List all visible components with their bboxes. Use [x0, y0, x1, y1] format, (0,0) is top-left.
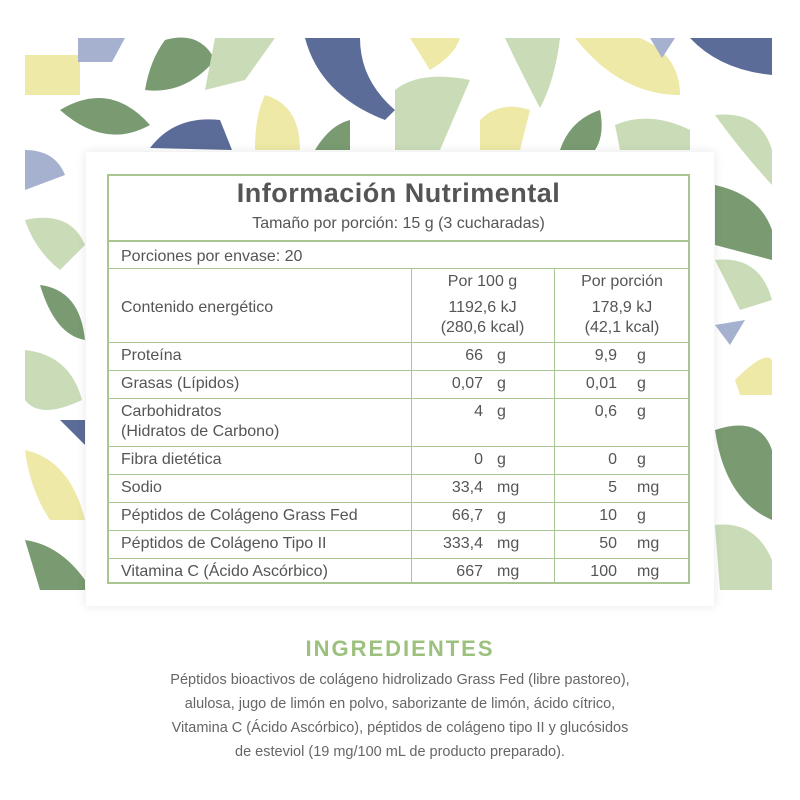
nutrient-unit-per100: g — [497, 375, 506, 392]
deco-shape — [715, 185, 772, 260]
nutrient-value-perserving: 9,9 — [594, 347, 617, 364]
nutrient-value-per100: 333,4 — [442, 535, 483, 552]
ingredients-line: Péptidos bioactivos de colágeno hidrolizado Grass Fed (libre pastoreo), — [170, 672, 630, 688]
deco-shape — [150, 119, 232, 150]
nutrient-value-per100: 667 — [456, 563, 483, 580]
nutrient-unit-per100: g — [497, 507, 506, 524]
nutrient-value-per100: 66 — [465, 347, 483, 364]
divider — [109, 558, 688, 559]
nutrient-unit-perserving: g — [637, 403, 646, 420]
servings-per-container: Porciones por envase: 20 — [121, 248, 303, 265]
nutrient-unit-perserving: mg — [637, 563, 660, 580]
energy-serving-kcal: (42,1 kcal) — [584, 319, 660, 336]
nutrient-unit-per100: g — [497, 451, 506, 468]
nutrient-unit-perserving: g — [637, 451, 646, 468]
deco-shape — [410, 38, 460, 70]
ingredients-line: Vitamina C (Ácido Ascórbico), péptidos de colágeno tipo II y glucósidos — [171, 720, 629, 736]
divider — [109, 446, 688, 447]
deco-shape — [25, 55, 80, 95]
deco-shape — [560, 110, 602, 150]
deco-shape — [715, 260, 772, 311]
deco-shape — [715, 320, 745, 345]
deco-shape — [315, 120, 350, 150]
divider — [109, 474, 688, 475]
nutrient-value-perserving: 10 — [599, 507, 617, 524]
deco-shape — [25, 540, 85, 590]
divider — [109, 502, 688, 503]
deco-shape — [715, 114, 772, 185]
nutrient-unit-perserving: g — [637, 507, 646, 524]
nutrient-unit-per100: g — [497, 347, 506, 364]
nutrition-facts-table — [107, 174, 690, 584]
nutrient-label: Vitamina C (Ácido Ascórbico) — [121, 563, 328, 580]
nutrient-unit-per100: g — [497, 403, 506, 420]
nutrient-value-per100: 66,7 — [451, 507, 483, 524]
deco-shape — [205, 38, 275, 90]
nutrient-value-perserving: 100 — [590, 563, 617, 580]
deco-shape — [25, 150, 65, 190]
deco-shape — [25, 350, 82, 410]
nutrient-label: Péptidos de Colágeno Tipo II — [121, 535, 327, 552]
deco-shape — [505, 38, 560, 108]
nutrient-unit-perserving: mg — [637, 535, 660, 552]
ingredients-line: alulosa, jugo de limón en polvo, saborizante de limón, ácido cítrico, — [184, 696, 616, 712]
nutrient-unit-perserving: g — [637, 375, 646, 392]
column-header-perserving: Por porción — [581, 273, 663, 290]
nutrient-value-per100: 33,4 — [451, 479, 483, 496]
nutrient-label: Sodio — [121, 479, 162, 496]
nutrient-unit-perserving: mg — [637, 479, 660, 496]
nutrient-unit-perserving: g — [637, 347, 646, 364]
deco-shape — [615, 119, 690, 150]
nutrient-label: Grasas (Lípidos) — [121, 375, 240, 392]
nutrient-unit-per100: mg — [497, 563, 520, 580]
ingredients-line: de esteviol (19 mg/100 mL de producto preparado). — [235, 744, 565, 760]
nutrient-unit-per100: mg — [497, 535, 520, 552]
nutrient-value-perserving: 0,01 — [585, 375, 617, 392]
divider — [109, 370, 688, 371]
deco-shape — [40, 285, 85, 340]
deco-shape — [145, 38, 215, 91]
column-header-per100: Por 100 g — [447, 273, 518, 290]
nutrient-label: Fibra dietética — [121, 451, 222, 468]
deco-shape — [305, 38, 395, 120]
nutrition-title: Información Nutrimental — [236, 178, 561, 208]
divider — [109, 530, 688, 531]
ingredients-title: INGREDIENTES — [305, 636, 495, 661]
nutrient-label: Proteína — [121, 347, 182, 364]
deco-shape — [78, 38, 125, 62]
deco-shape — [690, 38, 772, 75]
nutrient-value-per100: 0 — [474, 451, 483, 468]
nutrient-unit-per100: mg — [497, 479, 520, 496]
deco-shape — [395, 77, 470, 150]
deco-shape — [715, 524, 772, 590]
nutrient-label-secondary: (Hidratos de Carbono) — [121, 423, 280, 440]
deco-shape — [255, 95, 300, 150]
nutrient-value-perserving: 0 — [608, 451, 617, 468]
nutrient-label: Péptidos de Colágeno Grass Fed — [121, 507, 358, 524]
nutrient-value-perserving: 5 — [608, 479, 617, 496]
divider — [109, 240, 688, 242]
deco-shape — [60, 98, 150, 135]
deco-shape — [25, 450, 85, 520]
deco-shape — [715, 426, 772, 521]
deco-shape — [480, 107, 530, 150]
energy-per100-kcal: (280,6 kcal) — [440, 319, 525, 336]
divider — [109, 398, 688, 399]
deco-shape — [25, 218, 85, 270]
serving-size: Tamaño por porción: 15 g (3 cucharadas) — [252, 215, 545, 232]
nutrient-value-per100: 4 — [474, 403, 483, 420]
nutrient-label: Carbohidratos — [121, 403, 222, 420]
divider — [109, 268, 688, 269]
divider — [109, 342, 688, 343]
nutrient-value-perserving: 50 — [599, 535, 617, 552]
deco-shape — [60, 420, 85, 445]
nutrient-value-perserving: 0,6 — [594, 403, 617, 420]
nutrient-value-per100: 0,07 — [451, 375, 483, 392]
row-label-energy: Contenido energético — [121, 299, 274, 316]
energy-per100-kj: 1192,6 kJ — [448, 299, 517, 316]
energy-serving-kj: 178,9 kJ — [591, 299, 653, 316]
deco-shape — [735, 358, 772, 396]
